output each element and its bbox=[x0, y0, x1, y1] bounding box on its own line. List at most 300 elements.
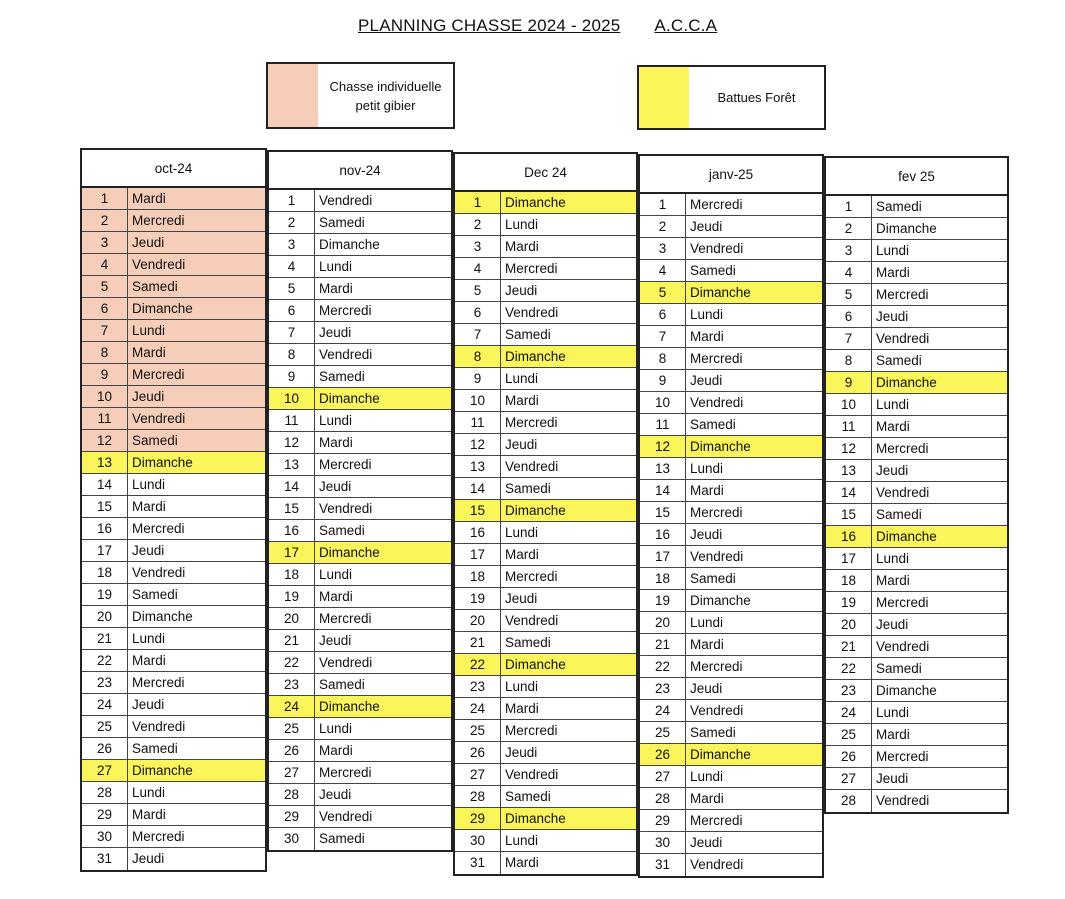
day-number: 5 bbox=[640, 282, 686, 303]
day-name: Samedi bbox=[505, 635, 551, 650]
day-name: Dimanche bbox=[686, 744, 822, 765]
day-number: 1 bbox=[82, 188, 128, 209]
day-number: 18 bbox=[640, 568, 686, 589]
day-number: 12 bbox=[455, 434, 501, 455]
day-name: Lundi bbox=[319, 413, 353, 428]
day-number: 24 bbox=[640, 700, 686, 721]
day-row bbox=[826, 614, 1007, 636]
day-name: Dimanche bbox=[315, 542, 451, 563]
day-number: 29 bbox=[455, 808, 501, 829]
day-row bbox=[269, 784, 451, 806]
day-name: Mardi bbox=[132, 191, 166, 206]
day-name: Mardi bbox=[690, 483, 724, 498]
day-number: 22 bbox=[640, 656, 686, 677]
day-row bbox=[455, 654, 636, 676]
day-name: Dimanche bbox=[319, 237, 380, 252]
day-row bbox=[269, 212, 451, 234]
day-number: 28 bbox=[455, 786, 501, 807]
day-number: 18 bbox=[82, 562, 128, 583]
day-number: 28 bbox=[269, 784, 315, 805]
day-name: Jeudi bbox=[132, 389, 165, 404]
day-row bbox=[82, 826, 265, 848]
day-row bbox=[640, 458, 822, 480]
day-row bbox=[455, 786, 636, 808]
day-number: 24 bbox=[826, 702, 872, 723]
day-number: 25 bbox=[826, 724, 872, 745]
day-number: 6 bbox=[82, 298, 128, 319]
day-number: 10 bbox=[826, 394, 872, 415]
day-number: 31 bbox=[455, 852, 501, 874]
day-row bbox=[640, 392, 822, 414]
day-name: Mardi bbox=[505, 855, 539, 870]
month-header: Dec 24 bbox=[455, 154, 636, 192]
day-number: 8 bbox=[826, 350, 872, 371]
day-row bbox=[640, 216, 822, 238]
day-row bbox=[640, 194, 822, 216]
day-number: 15 bbox=[269, 498, 315, 519]
day-row bbox=[826, 504, 1007, 526]
day-number: 10 bbox=[640, 392, 686, 413]
day-row bbox=[455, 368, 636, 390]
day-row bbox=[269, 300, 451, 322]
day-number: 21 bbox=[269, 630, 315, 651]
day-name: Jeudi bbox=[876, 617, 909, 632]
day-name: Samedi bbox=[132, 279, 178, 294]
day-row bbox=[826, 680, 1007, 702]
day-name: Lundi bbox=[319, 259, 353, 274]
day-number: 5 bbox=[269, 278, 315, 299]
day-number: 7 bbox=[82, 320, 128, 341]
day-number: 13 bbox=[82, 452, 128, 473]
day-number: 6 bbox=[640, 304, 686, 325]
day-name: Samedi bbox=[319, 677, 365, 692]
day-number: 22 bbox=[269, 652, 315, 673]
day-name: Mercredi bbox=[132, 367, 185, 382]
day-row bbox=[82, 254, 265, 276]
day-number: 12 bbox=[826, 438, 872, 459]
day-name: Samedi bbox=[876, 353, 922, 368]
day-name: Jeudi bbox=[505, 591, 538, 606]
day-number: 17 bbox=[640, 546, 686, 567]
day-number: 22 bbox=[826, 658, 872, 679]
day-number: 28 bbox=[82, 782, 128, 803]
month-header: fev 25 bbox=[826, 158, 1007, 196]
day-row bbox=[269, 322, 451, 344]
day-number: 14 bbox=[82, 474, 128, 495]
day-row bbox=[269, 498, 451, 520]
day-row bbox=[269, 828, 451, 850]
day-number: 7 bbox=[826, 328, 872, 349]
day-number: 28 bbox=[640, 788, 686, 809]
day-number: 2 bbox=[269, 212, 315, 233]
day-number: 7 bbox=[269, 322, 315, 343]
day-name: Mercredi bbox=[319, 457, 372, 472]
day-number: 26 bbox=[640, 744, 686, 765]
day-number: 11 bbox=[269, 410, 315, 431]
day-row bbox=[826, 240, 1007, 262]
day-number: 3 bbox=[455, 236, 501, 257]
day-number: 1 bbox=[269, 190, 315, 211]
day-row bbox=[82, 804, 265, 826]
day-row bbox=[269, 762, 451, 784]
day-list bbox=[826, 196, 1007, 812]
day-row bbox=[269, 718, 451, 740]
day-number: 23 bbox=[640, 678, 686, 699]
day-name: Mercredi bbox=[690, 351, 743, 366]
month-header: oct-24 bbox=[82, 150, 265, 188]
day-number: 16 bbox=[269, 520, 315, 541]
day-number: 3 bbox=[640, 238, 686, 259]
day-row bbox=[82, 848, 265, 870]
day-row bbox=[82, 562, 265, 584]
day-name: Lundi bbox=[690, 307, 724, 322]
day-name: Lundi bbox=[505, 679, 539, 694]
day-row bbox=[455, 456, 636, 478]
day-number: 9 bbox=[82, 364, 128, 385]
day-row bbox=[82, 496, 265, 518]
day-list bbox=[269, 190, 451, 850]
day-number: 26 bbox=[82, 738, 128, 759]
day-row bbox=[640, 326, 822, 348]
day-row bbox=[640, 810, 822, 832]
day-number: 11 bbox=[455, 412, 501, 433]
day-name: Samedi bbox=[132, 433, 178, 448]
day-row bbox=[826, 416, 1007, 438]
day-number: 9 bbox=[269, 366, 315, 387]
day-name: Mercredi bbox=[876, 287, 929, 302]
day-number: 15 bbox=[640, 502, 686, 523]
day-name: Jeudi bbox=[690, 219, 723, 234]
day-name: Mardi bbox=[319, 743, 353, 758]
day-number: 23 bbox=[269, 674, 315, 695]
day-number: 17 bbox=[269, 542, 315, 563]
day-row bbox=[82, 628, 265, 650]
day-name: Vendredi bbox=[505, 613, 559, 628]
day-name: Samedi bbox=[690, 725, 736, 740]
day-number: 4 bbox=[455, 258, 501, 279]
day-number: 1 bbox=[826, 196, 872, 217]
day-row bbox=[640, 546, 822, 568]
day-name: Vendredi bbox=[505, 767, 559, 782]
day-name: Dimanche bbox=[686, 282, 822, 303]
day-name: Samedi bbox=[876, 661, 922, 676]
day-name: Dimanche bbox=[872, 526, 1007, 547]
day-row bbox=[455, 698, 636, 720]
legend-battues bbox=[637, 65, 826, 130]
day-number: 19 bbox=[640, 590, 686, 611]
day-name: Lundi bbox=[505, 833, 539, 848]
day-row bbox=[82, 452, 265, 474]
day-name: Vendredi bbox=[319, 809, 373, 824]
day-number: 17 bbox=[455, 544, 501, 565]
day-number: 29 bbox=[269, 806, 315, 827]
day-name: Mercredi bbox=[132, 829, 185, 844]
day-name: Mercredi bbox=[505, 415, 558, 430]
day-name: Mardi bbox=[132, 345, 166, 360]
day-row bbox=[455, 632, 636, 654]
day-row bbox=[640, 524, 822, 546]
day-row bbox=[269, 410, 451, 432]
day-row bbox=[826, 394, 1007, 416]
day-name: Samedi bbox=[505, 789, 551, 804]
day-row bbox=[640, 348, 822, 370]
day-name: Dimanche bbox=[501, 346, 636, 367]
day-name: Jeudi bbox=[505, 283, 538, 298]
day-name: Dimanche bbox=[876, 221, 937, 236]
day-name: Lundi bbox=[505, 525, 539, 540]
day-number: 31 bbox=[640, 854, 686, 876]
day-list bbox=[640, 194, 822, 876]
day-row bbox=[269, 586, 451, 608]
day-name: Vendredi bbox=[876, 793, 930, 808]
day-name: Dimanche bbox=[876, 683, 937, 698]
day-row bbox=[826, 746, 1007, 768]
day-name: Mercredi bbox=[690, 505, 743, 520]
day-row bbox=[826, 570, 1007, 592]
day-row bbox=[455, 346, 636, 368]
day-name: Lundi bbox=[132, 631, 166, 646]
day-number: 27 bbox=[640, 766, 686, 787]
day-row bbox=[269, 806, 451, 828]
day-name: Samedi bbox=[690, 571, 736, 586]
day-number: 5 bbox=[455, 280, 501, 301]
day-number: 19 bbox=[826, 592, 872, 613]
day-row bbox=[269, 432, 451, 454]
day-name: Lundi bbox=[690, 769, 724, 784]
day-number: 30 bbox=[269, 828, 315, 850]
day-number: 20 bbox=[82, 606, 128, 627]
day-row bbox=[455, 302, 636, 324]
month-dec bbox=[453, 152, 638, 876]
day-number: 20 bbox=[640, 612, 686, 633]
day-number: 9 bbox=[640, 370, 686, 391]
day-name: Samedi bbox=[505, 327, 551, 342]
day-row bbox=[640, 766, 822, 788]
day-name: Vendredi bbox=[132, 257, 186, 272]
day-number: 3 bbox=[826, 240, 872, 261]
day-row bbox=[455, 236, 636, 258]
day-row bbox=[455, 412, 636, 434]
day-row bbox=[455, 280, 636, 302]
day-row bbox=[640, 700, 822, 722]
day-row bbox=[640, 634, 822, 656]
day-number: 19 bbox=[455, 588, 501, 609]
day-name: Mercredi bbox=[690, 197, 743, 212]
day-row bbox=[269, 190, 451, 212]
day-name: Lundi bbox=[505, 371, 539, 386]
day-row bbox=[455, 544, 636, 566]
day-row bbox=[826, 328, 1007, 350]
day-row bbox=[269, 278, 451, 300]
day-row bbox=[826, 592, 1007, 614]
day-number: 25 bbox=[640, 722, 686, 743]
day-number: 16 bbox=[455, 522, 501, 543]
day-number: 1 bbox=[640, 194, 686, 215]
day-name: Mardi bbox=[876, 265, 910, 280]
day-row bbox=[269, 652, 451, 674]
day-name: Mardi bbox=[132, 653, 166, 668]
day-row bbox=[269, 674, 451, 696]
day-row bbox=[826, 768, 1007, 790]
day-row bbox=[269, 476, 451, 498]
day-number: 18 bbox=[826, 570, 872, 591]
day-name: Jeudi bbox=[319, 479, 352, 494]
day-row bbox=[826, 526, 1007, 548]
page-title bbox=[358, 16, 717, 36]
day-number: 9 bbox=[455, 368, 501, 389]
day-row bbox=[82, 606, 265, 628]
day-name: Jeudi bbox=[690, 681, 723, 696]
day-number: 6 bbox=[826, 306, 872, 327]
legend-chasse-swatch bbox=[268, 64, 318, 127]
day-row bbox=[82, 518, 265, 540]
day-number: 14 bbox=[455, 478, 501, 499]
day-number: 22 bbox=[455, 654, 501, 675]
day-number: 30 bbox=[640, 832, 686, 853]
day-number: 11 bbox=[826, 416, 872, 437]
month-feb bbox=[824, 156, 1009, 814]
day-name: Mardi bbox=[505, 547, 539, 562]
day-row bbox=[826, 196, 1007, 218]
day-name: Dimanche bbox=[501, 192, 636, 213]
day-name: Dimanche bbox=[128, 760, 265, 781]
day-name: Jeudi bbox=[319, 633, 352, 648]
day-name: Mardi bbox=[876, 573, 910, 588]
day-name: Mercredi bbox=[132, 521, 185, 536]
day-number: 2 bbox=[826, 218, 872, 239]
day-name: Dimanche bbox=[686, 436, 822, 457]
day-row bbox=[269, 234, 451, 256]
day-row bbox=[826, 636, 1007, 658]
day-number: 10 bbox=[269, 388, 315, 409]
day-number: 6 bbox=[455, 302, 501, 323]
day-name: Mardi bbox=[690, 329, 724, 344]
day-row bbox=[826, 306, 1007, 328]
day-number: 15 bbox=[82, 496, 128, 517]
day-row bbox=[269, 696, 451, 718]
day-number: 9 bbox=[826, 372, 872, 393]
day-row bbox=[826, 702, 1007, 724]
day-row bbox=[455, 720, 636, 742]
day-name: Mardi bbox=[505, 701, 539, 716]
day-number: 2 bbox=[640, 216, 686, 237]
day-row bbox=[82, 716, 265, 738]
day-row bbox=[640, 260, 822, 282]
day-number: 14 bbox=[826, 482, 872, 503]
day-name: Jeudi bbox=[876, 771, 909, 786]
day-name: Jeudi bbox=[690, 835, 723, 850]
day-row bbox=[82, 342, 265, 364]
day-number: 31 bbox=[82, 848, 128, 870]
day-name: Mardi bbox=[505, 239, 539, 254]
day-number: 1 bbox=[455, 192, 501, 213]
day-name: Lundi bbox=[690, 615, 724, 630]
day-name: Vendredi bbox=[690, 241, 744, 256]
day-name: Mardi bbox=[690, 637, 724, 652]
day-number: 19 bbox=[82, 584, 128, 605]
day-name: Dimanche bbox=[872, 372, 1007, 393]
day-name: Vendredi bbox=[505, 305, 559, 320]
day-number: 23 bbox=[826, 680, 872, 701]
day-row bbox=[826, 438, 1007, 460]
day-number: 24 bbox=[455, 698, 501, 719]
day-row bbox=[640, 854, 822, 876]
day-number: 4 bbox=[640, 260, 686, 281]
day-name: Jeudi bbox=[690, 527, 723, 542]
day-number: 13 bbox=[269, 454, 315, 475]
day-name: Samedi bbox=[690, 263, 736, 278]
title-acca: A.C.C.A bbox=[654, 16, 718, 35]
day-row bbox=[455, 676, 636, 698]
day-name: Jeudi bbox=[132, 235, 165, 250]
day-number: 7 bbox=[640, 326, 686, 347]
day-row bbox=[82, 320, 265, 342]
day-row bbox=[455, 258, 636, 280]
day-row bbox=[82, 474, 265, 496]
day-row bbox=[269, 608, 451, 630]
day-row bbox=[455, 764, 636, 786]
day-name: Vendredi bbox=[876, 331, 930, 346]
day-row bbox=[82, 540, 265, 562]
day-row bbox=[455, 566, 636, 588]
day-row bbox=[82, 584, 265, 606]
legend-chasse bbox=[266, 62, 455, 129]
day-name: Samedi bbox=[876, 507, 922, 522]
day-row bbox=[826, 460, 1007, 482]
day-name: Jeudi bbox=[690, 373, 723, 388]
day-row bbox=[269, 542, 451, 564]
day-row bbox=[640, 568, 822, 590]
day-number: 3 bbox=[82, 232, 128, 253]
day-number: 20 bbox=[269, 608, 315, 629]
day-number: 7 bbox=[455, 324, 501, 345]
day-number: 16 bbox=[82, 518, 128, 539]
day-name: Mercredi bbox=[690, 659, 743, 674]
day-name: Samedi bbox=[319, 369, 365, 384]
day-row bbox=[455, 500, 636, 522]
day-row bbox=[269, 520, 451, 542]
day-row bbox=[455, 808, 636, 830]
day-list bbox=[82, 188, 265, 870]
day-name: Dimanche bbox=[501, 654, 636, 675]
day-number: 25 bbox=[82, 716, 128, 737]
day-name: Mercredi bbox=[132, 675, 185, 690]
day-number: 30 bbox=[82, 826, 128, 847]
day-row bbox=[640, 370, 822, 392]
legend-battues-swatch bbox=[639, 67, 689, 128]
day-row bbox=[269, 344, 451, 366]
day-row bbox=[640, 282, 822, 304]
day-name: Dimanche bbox=[690, 593, 751, 608]
day-name: Dimanche bbox=[315, 696, 451, 717]
day-number: 15 bbox=[455, 500, 501, 521]
day-name: Lundi bbox=[132, 785, 166, 800]
day-name: Jeudi bbox=[505, 745, 538, 760]
day-name: Lundi bbox=[319, 721, 353, 736]
day-row bbox=[82, 694, 265, 716]
legend-chasse-label: Chasse individuelle petit gibier bbox=[329, 78, 442, 113]
day-number: 27 bbox=[82, 760, 128, 781]
day-number: 30 bbox=[455, 830, 501, 851]
day-number: 8 bbox=[455, 346, 501, 367]
day-name: Vendredi bbox=[319, 655, 373, 670]
day-number: 27 bbox=[455, 764, 501, 785]
day-number: 22 bbox=[82, 650, 128, 671]
day-name: Jeudi bbox=[132, 851, 165, 866]
day-row bbox=[455, 742, 636, 764]
day-row bbox=[82, 760, 265, 782]
day-number: 3 bbox=[269, 234, 315, 255]
